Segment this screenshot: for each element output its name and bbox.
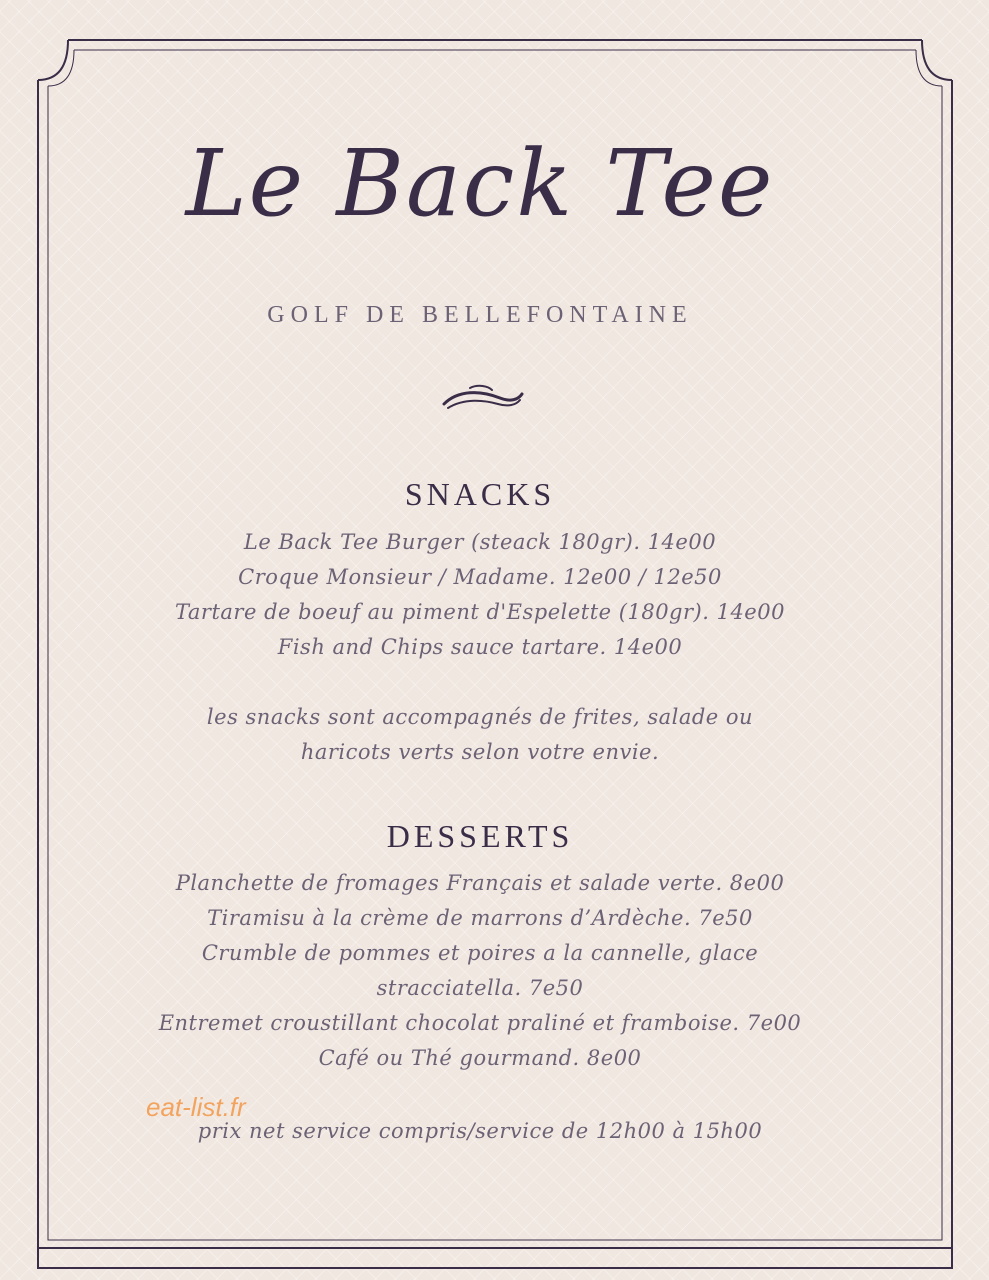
menu-item: Tartare de boeuf au piment d'Espelette (180gr). 14e00 (175, 600, 785, 624)
watermark-text: eat-list.fr (146, 1092, 246, 1122)
menu-item: Café ou Thé gourmand. 8e00 (318, 1046, 642, 1070)
flourish-ornament-icon (440, 382, 526, 416)
footer-note: prix net service compris/service de 12h00 à 15h00 (197, 1119, 763, 1143)
menu-item: stracciatella. 7e50 (376, 976, 584, 1000)
restaurant-title: Le Back Tee (185, 130, 775, 237)
menu-item: Crumble de pommes et poires a la cannelle, glace (201, 941, 759, 965)
menu-item: Fish and Chips sauce tartare. 14e00 (277, 635, 683, 659)
note-line: les snacks sont accompagnés de frites, salade ou (206, 705, 754, 729)
desserts-list (0, 866, 960, 1076)
snacks-list (0, 525, 960, 665)
desserts-heading: DESSERTS (386, 818, 574, 854)
note-line: haricots verts selon votre envie. (300, 740, 660, 764)
menu-item: Tiramisu à la crème de marrons d’Ardèche. 7e50 (207, 906, 753, 930)
restaurant-subtitle: GOLF DE BELLEFONTAINE (267, 302, 693, 328)
menu-item: Entremet croustillant chocolat praliné et framboise. 7e00 (158, 1011, 802, 1035)
menu-item: Le Back Tee Burger (steack 180gr). 14e00 (243, 530, 717, 554)
menu-item: Croque Monsieur / Madame. 12e00 / 12e50 (238, 565, 722, 589)
snacks-heading: SNACKS (404, 476, 556, 512)
snacks-note (0, 700, 960, 770)
menu-item: Planchette de fromages Français et salade verte. 8e00 (175, 871, 785, 895)
